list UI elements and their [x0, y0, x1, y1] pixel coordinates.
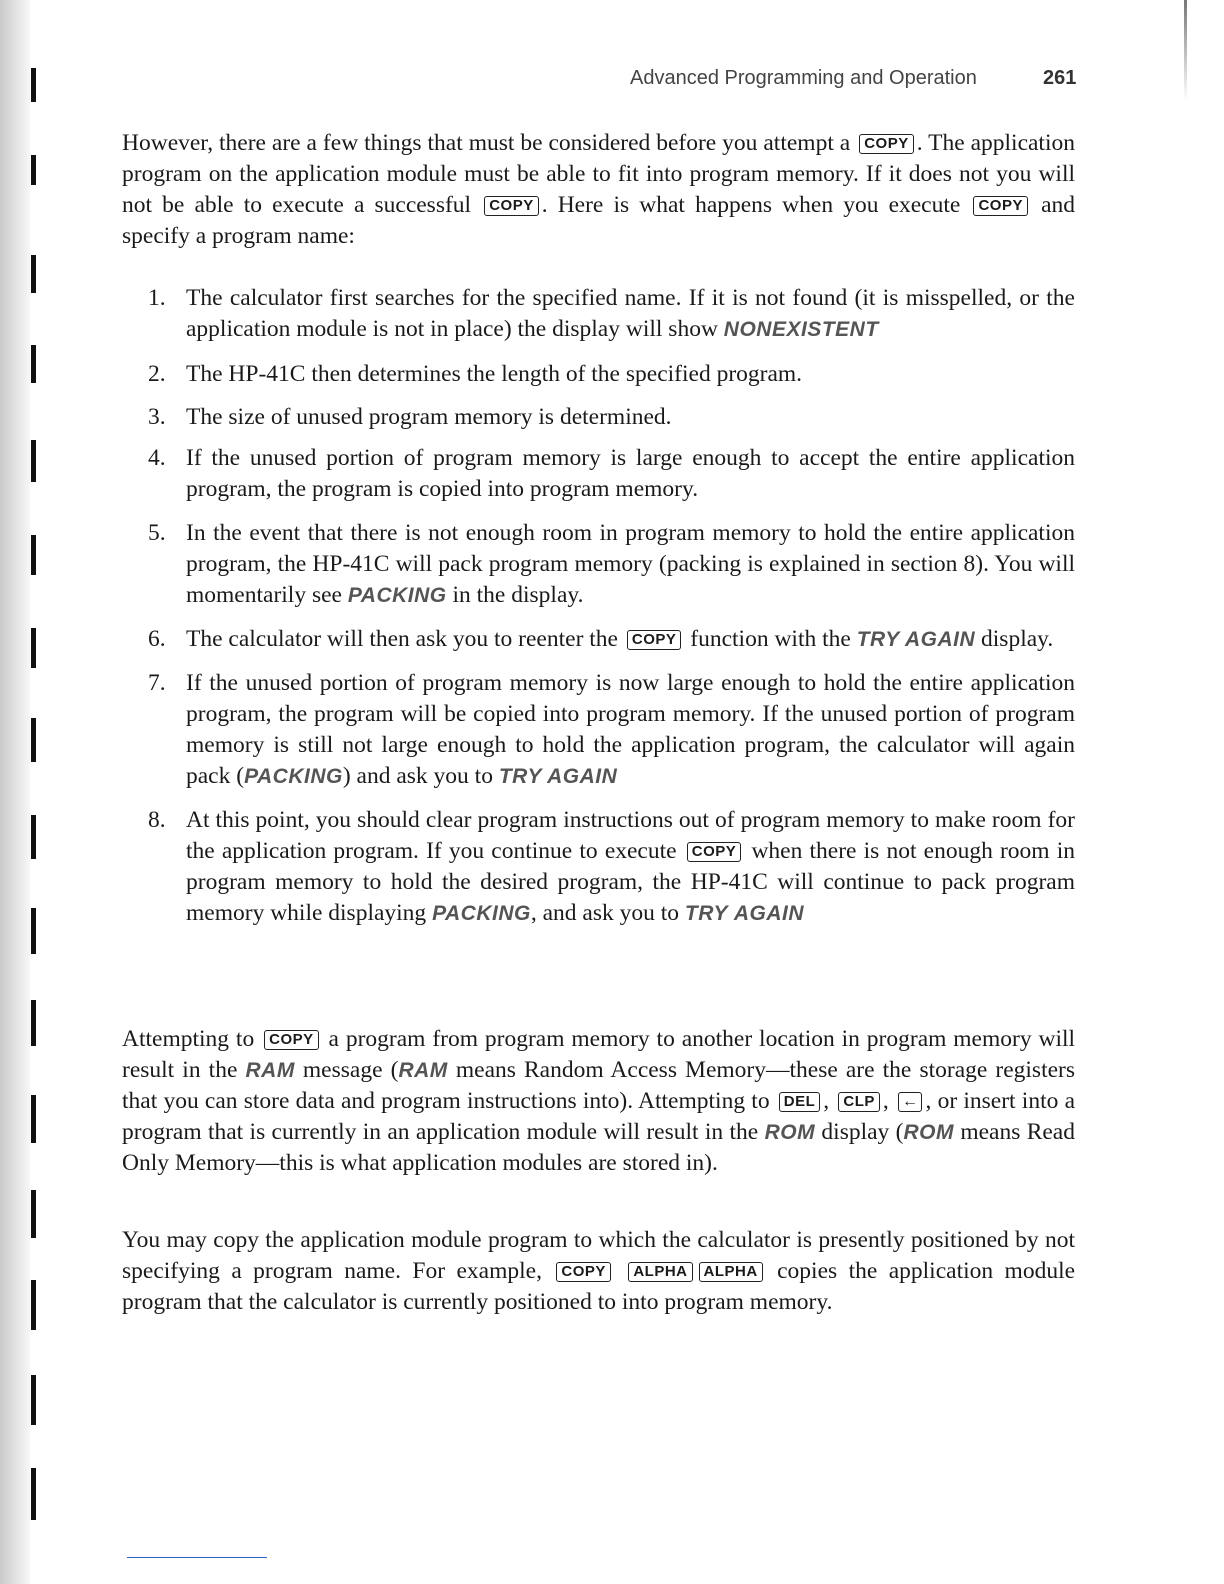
copy-key: COPY: [687, 842, 742, 862]
binding-mark: [31, 255, 36, 293]
binding-mark: [31, 535, 36, 575]
page-edge: [1184, 0, 1187, 100]
display-nonexistent: NONEXISTENT: [723, 318, 879, 341]
list-item: [148, 805, 1075, 929]
item-number: 3.: [148, 404, 166, 430]
copy-key: COPY: [264, 1030, 319, 1050]
display-rom: ROM: [903, 1121, 954, 1144]
item-number: 1.: [148, 285, 166, 311]
text-run: and specify a program name:: [122, 192, 1076, 249]
binding-mark: [31, 1095, 36, 1143]
copy-key: COPY: [973, 196, 1028, 216]
item-text: If the unused portion of program memory is now large enough to hold the entire application program, the program will be copied into program memory. If the unused portion of program memory is still not large enough to hold the application program, the calculator will again pack (PACKING) and ask you to TRY AGAIN: [186, 670, 1075, 789]
page-number: 261: [1043, 67, 1077, 89]
copy-key: COPY: [627, 630, 682, 650]
text-run: Attempting to: [122, 1026, 255, 1052]
binding-mark: [31, 1000, 36, 1046]
item-number: 6.: [148, 626, 166, 652]
item-text: The size of unused program memory is determined.: [186, 404, 672, 430]
binding-mark: [31, 1375, 36, 1425]
running-title: Advanced Programming and Operation: [630, 67, 977, 89]
text-run: means Random Access Memory—these are the storage registers that you can store data and program instructions into). Attempting to: [122, 1057, 1076, 1114]
item-number: 8.: [148, 807, 166, 833]
ram-rom-paragraph: [122, 1024, 1075, 1179]
binding-mark: [31, 628, 36, 668]
clp-key: CLP: [838, 1092, 880, 1112]
binding-mark: [31, 908, 36, 954]
running-header: [630, 67, 1080, 90]
text-run: ,: [823, 1088, 830, 1114]
text-run: . Here is what happens when you execute: [541, 192, 961, 218]
list-item: [148, 624, 1075, 655]
alpha-key: ALPHA: [628, 1262, 692, 1282]
binding-mark: [31, 68, 36, 102]
scan-shadow-edge: [0, 0, 30, 1584]
copy-steps-list: [148, 283, 1075, 929]
display-try-again: TRY AGAIN: [498, 765, 618, 788]
list-item: [148, 443, 1075, 505]
display-again: AGAIN: [733, 902, 805, 925]
text-run: means Read Only Memory—this is what application modules are stored in).: [122, 1119, 1075, 1176]
display-packing: PACKING: [244, 765, 343, 788]
display-try-again: TRY AGAIN: [856, 628, 976, 651]
display-packing: PACKING: [347, 584, 447, 607]
binding-mark: [31, 1468, 36, 1520]
del-key: DEL: [779, 1092, 821, 1112]
item-text: At this point, you should clear program instructions out of program memory to make room for the application program. If you continue to execute COPY when there is not enough room in program memory to hold the desired program, the HP-41C will continue to pack program memory while displaying PACKING, and ask you to TRY AGAIN: [186, 807, 1076, 926]
alpha-key: ALPHA: [699, 1262, 763, 1282]
list-item: [148, 402, 1075, 433]
intro-paragraph: [122, 128, 1075, 252]
list-item: [148, 283, 1075, 345]
footnote-rule: [127, 1557, 267, 1558]
positioned-copy-paragraph: [122, 1225, 1075, 1318]
binding-mark: [31, 1190, 36, 1238]
item-text: The calculator will then ask you to reenter the COPY function with the TRY AGAIN display.: [186, 626, 1054, 652]
item-number: 7.: [148, 670, 166, 696]
display-try: TRY: [684, 902, 729, 925]
text-run: , or insert into a program that is currently in an application module will result in the: [122, 1088, 1075, 1145]
copy-key: COPY: [484, 196, 539, 216]
binding-mark: [31, 815, 36, 859]
binding-mark: [31, 718, 36, 762]
item-text: The HP-41C then determines the length of the specified program.: [186, 361, 803, 387]
copy-key: COPY: [859, 134, 914, 154]
item-text: The calculator first searches for the specified name. If it is not found (it is misspelled, or the application module is not in place) the display will show NONEXISTENT: [186, 285, 1075, 342]
list-item: [148, 359, 1075, 390]
item-number: 5.: [148, 520, 166, 546]
list-item: [148, 518, 1075, 611]
text-run: . The application program on the application module must be able to fit into program memory. If it does not you will not be able to execute a successful: [122, 130, 1075, 218]
text-run: display (: [821, 1119, 904, 1145]
display-rom: ROM: [764, 1121, 816, 1144]
binding-mark: [31, 440, 36, 482]
text-run: a program from program memory to another location in program memory will result in the: [122, 1026, 1076, 1083]
text-run: ,: [882, 1088, 889, 1114]
item-text: If the unused portion of program memory is large enough to accept the entire application program, the program is copied into program memory.: [186, 445, 1075, 502]
list-item: [148, 668, 1075, 792]
text-run: You may copy the application module program to which the calculator is presently positioned by not specifying a program name. For example,: [122, 1227, 1075, 1284]
text-run: message (: [302, 1057, 399, 1083]
display-ram: RAM: [398, 1059, 448, 1082]
copy-key: COPY: [556, 1262, 611, 1282]
display-packing: PACKING: [432, 902, 531, 925]
text-run: copies the application module program that the calculator is currently positioned to into program memory.: [122, 1258, 1076, 1315]
item-number: 2.: [148, 361, 166, 387]
display-ram: RAM: [245, 1059, 295, 1082]
item-text: In the event that there is not enough room in program memory to hold the entire application program, the HP-41C will pack program memory (packing is explained in section 8). You will momentarily see PACKING in the display.: [186, 520, 1075, 608]
text-run: However, there are a few things that must be considered before you attempt a: [122, 130, 851, 156]
backarrow-key: ←: [898, 1092, 923, 1112]
binding-mark: [31, 1280, 36, 1330]
binding-mark: [31, 345, 36, 383]
binding-mark: [31, 155, 36, 185]
item-number: 4.: [148, 445, 166, 471]
